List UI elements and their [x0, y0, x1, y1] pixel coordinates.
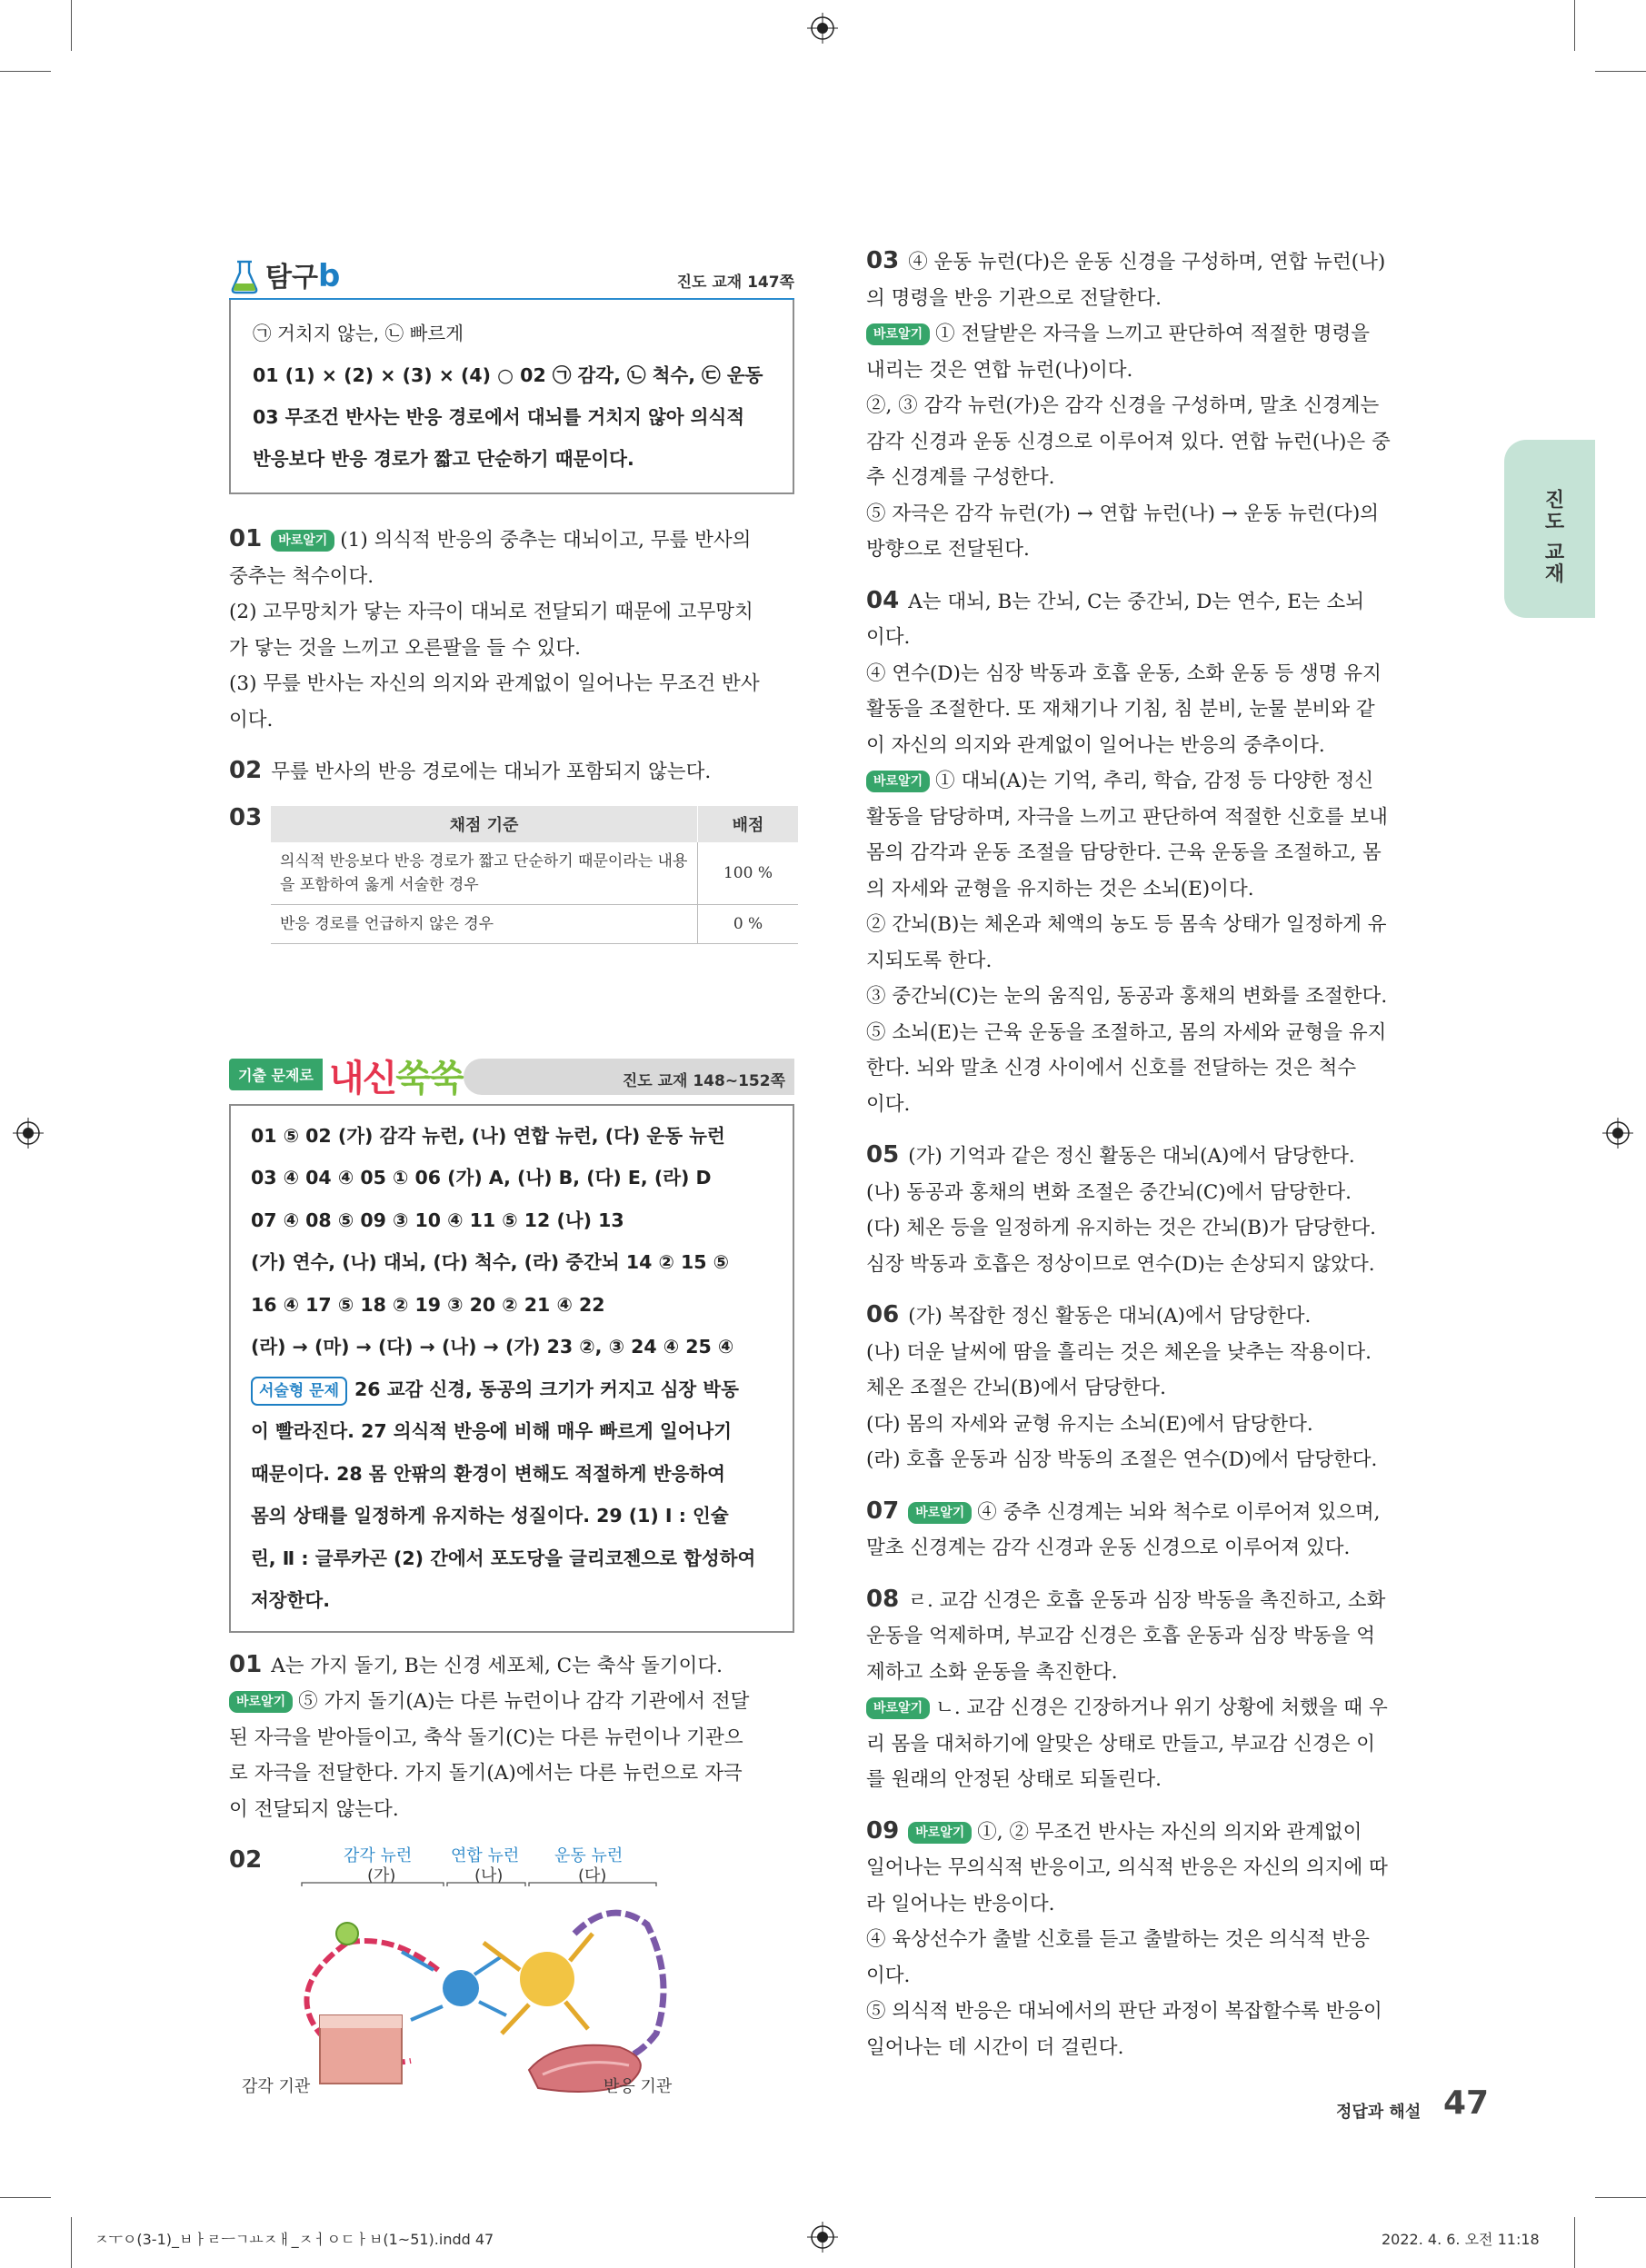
- essay-tag: 서술형 문제: [251, 1377, 347, 1406]
- answer-line: (1) 의식적 반응의 중추는 대뇌이고, 무릎 반사의: [340, 529, 752, 552]
- correction-badge: 바로알기: [866, 323, 930, 345]
- answer-line: ㄴ. 교감 신경은 긴장하거나 위기 상황에 처했을 때 우: [935, 1696, 1388, 1719]
- tamgu-title-text: 탐구: [265, 262, 318, 293]
- crop-mark: [1574, 0, 1575, 51]
- answer-line: 라 일어나는 반응이다.: [866, 1892, 1055, 1915]
- label-association-neuron: 연합 뉴런: [451, 1846, 520, 1865]
- label-sensory-neuron: 감각 뉴런: [344, 1846, 413, 1865]
- answer-line: 몸의 상태를 일정하게 유지하는 성질이다. 29 (1) Ⅰ : 인슐: [251, 1505, 729, 1527]
- crop-mark: [71, 2217, 72, 2268]
- correction-badge: 바로알기: [908, 1822, 972, 1844]
- answer-line: 내리는 것은 연합 뉴런(나)이다.: [866, 358, 1133, 382]
- answer-line: ② 간뇌(B)는 체온과 체액의 농도 등 몸속 상태가 일정하게 유: [866, 913, 1387, 936]
- answer-line: (가) 복잡한 정신 활동은 대뇌(A)에서 담당한다.: [908, 1305, 1312, 1328]
- scoring-table: [271, 806, 798, 944]
- answer-line: ④ 연수(D)는 심장 박동과 호흡 운동, 소화 운동 등 생명 유지: [866, 662, 1382, 685]
- answer-line: (나) 더운 날씨에 땀을 흘리는 것은 체온을 낮추는 작용이다.: [866, 1340, 1372, 1364]
- answer-line: 린, Ⅱ : 글루카곤 (2) 간에서 포도당을 글리코젠으로 합성하여: [251, 1547, 756, 1569]
- tamgu-title-badge: b: [317, 258, 341, 294]
- right-q03: [866, 244, 1435, 568]
- tamgu-line: 01 (1) × (2) × (3) × (4) ○ 02 ㉠ 감각, ㉡ 척수, ㉢ 운동: [253, 364, 763, 386]
- answer-line: 이다.: [866, 626, 911, 649]
- tamgu-title: [265, 254, 340, 294]
- answer-line: 리 몸을 대처하기에 알맞은 상태로 만들고, 부교감 신경은 이: [866, 1732, 1375, 1756]
- table-header-criteria: 채점 기준: [271, 806, 698, 842]
- answer-line: ① 대뇌(A)는 기억, 추리, 학습, 감정 등 다양한 정신: [935, 770, 1374, 792]
- answer-line: 이다.: [229, 708, 274, 731]
- label-effector: 반응 기관: [604, 2077, 673, 2096]
- crop-mark: [1574, 2217, 1575, 2268]
- table-cell-criteria: 반응 경로를 언급하지 않은 경우: [271, 904, 698, 943]
- answer-line: 말초 신경계는 감각 신경과 운동 신경으로 이루어져 있다.: [866, 1537, 1351, 1559]
- crop-mark: [1595, 71, 1646, 72]
- right-q05: [866, 1138, 1435, 1282]
- table-header-points: 배점: [698, 806, 799, 842]
- answer-line: 일어나는 무의식적 반응이고, 의식적 반응은 자신의 의지에 따: [866, 1856, 1388, 1879]
- answer-line: ⑤ 의식적 반응은 대뇌에서의 판단 과정이 복잡할수록 반응이: [866, 2000, 1382, 2023]
- correction-badge: 바로알기: [271, 530, 334, 552]
- question-number: 08: [866, 1585, 900, 1613]
- answer-line: (나) 동공과 홍채의 변화 조절은 중간뇌(C)에서 담당한다.: [866, 1180, 1352, 1204]
- right-q06: [866, 1298, 1435, 1478]
- tamgu-line: 반응보다 반응 경로가 짧고 단순하기 때문이다.: [253, 448, 634, 470]
- answer-line: 일어나는 데 시간이 더 걸린다.: [866, 2035, 1124, 2059]
- question-number: 03: [229, 803, 263, 831]
- table-row: [271, 842, 798, 905]
- registration-mark-icon: [807, 13, 838, 44]
- answer-line: 운동을 억제하며, 부교감 신경은 호흡 운동과 심장 박동을 억: [866, 1625, 1375, 1647]
- answer-line: 를 원래의 안정된 상태로 되돌린다.: [866, 1768, 1162, 1791]
- label-motor-neuron: 운동 뉴런: [554, 1846, 623, 1865]
- correction-badge: 바로알기: [866, 771, 930, 792]
- crop-mark: [0, 2197, 51, 2198]
- tamgu-q03: [229, 803, 794, 942]
- correction-badge: 바로알기: [908, 1502, 972, 1524]
- question-number: 02: [229, 1846, 263, 1874]
- neuron-illustration: [229, 1843, 794, 2097]
- answer-line: 07 ④ 08 ⑤ 09 ③ 10 ④ 11 ⑤ 12 (나) 13: [251, 1209, 624, 1231]
- page-footer-section: 정답과 해설: [1336, 2103, 1422, 2122]
- correction-badge: 바로알기: [866, 1697, 930, 1719]
- question-number: 04: [866, 586, 900, 614]
- label-da: (다): [578, 1866, 607, 1885]
- right-q09: [866, 1814, 1435, 2066]
- question-number: 03: [866, 247, 900, 274]
- answer-line: A는 대뇌, B는 간뇌, C는 중간뇌, D는 연수, E는 소뇌: [908, 590, 1365, 613]
- page-number: 47: [1443, 2084, 1490, 2122]
- right-q04: [866, 583, 1435, 1123]
- answer-line: 활동을 조절한다. 또 재채기나 기침, 침 분비, 눈물 분비와 같: [866, 698, 1375, 721]
- answer-line: 01 ⑤ 02 (가) 감각 뉴런, (나) 연합 뉴런, (다) 운동 뉴런: [251, 1124, 725, 1147]
- answer-line: (가) 연수, (나) 대뇌, (다) 척수, (라) 중간뇌 14 ② 15 ⑤: [251, 1251, 730, 1273]
- right-column: [866, 244, 1435, 2081]
- right-q08: [866, 1582, 1435, 1798]
- question-number: 05: [866, 1141, 900, 1169]
- answer-line: 이 전달되지 않는다.: [229, 1797, 399, 1821]
- question-number: 02: [229, 757, 263, 784]
- answer-line: ①, ② 무조건 반사는 자신의 의지와 관계없이: [977, 1820, 1362, 1844]
- registration-mark-icon: [13, 1118, 44, 1149]
- answer-line: 된 자극을 받아들이고, 축삭 돌기(C)는 다른 뉴런이나 기관으: [229, 1726, 743, 1749]
- answer-line: 26 교감 신경, 동공의 크기가 커지고 심장 박동: [354, 1378, 739, 1400]
- answer-line: 방향으로 전달된다.: [866, 538, 1030, 561]
- answer-line: 로 자극을 전달한다. 가지 돌기(A)에서는 다른 뉴런으로 자극: [229, 1762, 743, 1785]
- answer-line: ⑤ 소뇌(E)는 근육 운동을 조절하고, 몸의 자세와 균형을 유지: [866, 1020, 1387, 1044]
- answer-line: ⑤ 가지 돌기(A)는 다른 뉴런이나 감각 기관에서 전달: [298, 1690, 750, 1713]
- answer-line: 제하고 소화 운동을 촉진한다.: [866, 1660, 1118, 1684]
- tamgu-line: 03 무조건 반사는 반응 경로에서 대뇌를 거치지 않아 의식적: [253, 406, 745, 428]
- answer-line: 이 자신의 의지와 관계없이 일어나는 반응의 중추이다.: [866, 733, 1325, 757]
- answer-line: 때문이다. 28 몸 안팎의 환경이 변해도 적절하게 반응하여: [251, 1462, 725, 1485]
- question-number: 06: [866, 1301, 900, 1328]
- tamgu-q02: [229, 753, 794, 791]
- tamgu-header: [229, 254, 794, 300]
- label-na: (나): [474, 1866, 504, 1885]
- left-column: [229, 254, 794, 2097]
- answer-line: ③ 중간뇌(C)는 눈의 움직임, 동공과 홍채의 변화를 조절한다.: [866, 985, 1388, 1008]
- answer-line: (가) 기억과 같은 정신 활동은 대뇌(A)에서 담당한다.: [908, 1145, 1355, 1168]
- answer-line: ④ 중추 신경계는 뇌와 척수로 이루어져 있으며,: [977, 1500, 1381, 1524]
- answer-line: 저장한다.: [251, 1589, 330, 1611]
- answer-line: 03 ④ 04 ④ 05 ① 06 (가) A, (나) B, (다) E, (라) D: [251, 1167, 712, 1189]
- side-tab: [1504, 440, 1595, 618]
- tamgu-answer-box: [229, 300, 794, 494]
- naesin-tag: 기출 문제로: [229, 1059, 323, 1090]
- answer-line: 몸의 감각과 운동 조절을 담당한다. 근육 운동을 조절하고, 몸: [866, 841, 1382, 864]
- answer-line: 심장 박동과 호흡은 정상이므로 연수(D)는 손상되지 않았다.: [866, 1252, 1375, 1276]
- answer-line: (다) 체온 등을 일정하게 유지하는 것은 간뇌(B)가 담당한다.: [866, 1217, 1376, 1239]
- answer-line: 의 명령을 반응 기관으로 전달한다.: [866, 286, 1162, 310]
- label-ga: (가): [367, 1866, 396, 1885]
- answer-line: (2) 고무망치가 닿는 자극이 대뇌로 전달되기 때문에 고무망치: [229, 601, 753, 623]
- registration-mark-icon: [807, 2222, 838, 2253]
- answer-line: 추 신경계를 구성한다.: [866, 466, 1055, 489]
- question-number: 01: [229, 1650, 263, 1678]
- tamgu-line: ㉠ 거치지 않는, ㉡ 빠르게: [253, 323, 464, 344]
- answer-line: ⑤ 자극은 감각 뉴런(가) → 연합 뉴런(나) → 운동 뉴런(다)의: [866, 502, 1379, 525]
- naesin-q01: [229, 1647, 794, 1828]
- answer-line: (다) 몸의 자세와 균형 유지는 소뇌(E)에서 담당한다.: [866, 1412, 1313, 1436]
- crop-mark: [1595, 2197, 1646, 2198]
- answer-line: ②, ③ 감각 뉴런(가)은 감각 신경을 구성하며, 말초 신경계는: [866, 394, 1380, 417]
- correction-badge: 바로알기: [229, 1691, 293, 1713]
- naesin-ref: 진도 교재 148~152쪽: [622, 1071, 785, 1090]
- question-number: 07: [866, 1497, 900, 1525]
- naesin-title-a: 내신: [329, 1057, 396, 1099]
- answer-line: 무릎 반사의 반응 경로에는 대뇌가 포함되지 않는다.: [271, 761, 712, 783]
- tamgu-ref: 진도 교재 147쪽: [676, 274, 794, 292]
- answer-line: (라) 호흡 운동과 심장 박동의 조절은 연수(D)에서 담당한다.: [866, 1448, 1378, 1471]
- answer-line: 한다. 뇌와 말초 신경 사이에서 신호를 전달하는 것은 척수: [866, 1057, 1357, 1079]
- answer-line: 이 빨라진다. 27 의식적 반응에 비해 매우 빠르게 일어나기: [251, 1420, 733, 1442]
- neuron-diagram: [229, 1843, 794, 2097]
- answer-line: 16 ④ 17 ⑤ 18 ② 19 ③ 20 ② 21 ④ 22: [251, 1293, 605, 1316]
- answer-line: A는 가지 돌기, B는 신경 세포체, C는 축삭 돌기이다.: [271, 1654, 723, 1677]
- answer-line: 지되도록 한다.: [866, 949, 993, 972]
- table-cell-points: 100 %: [698, 842, 799, 905]
- answer-line: ④ 운동 뉴런(다)은 운동 신경을 구성하며, 연합 뉴런(나): [908, 251, 1386, 274]
- crop-mark: [71, 0, 72, 51]
- answer-line: 중추는 척수이다.: [229, 564, 374, 588]
- table-cell-points: 0 %: [698, 904, 799, 943]
- crop-mark: [0, 71, 51, 72]
- answer-line: (3) 무릎 반사는 자신의 의지와 관계없이 일어나는 무조건 반사: [229, 672, 760, 695]
- question-number: 09: [866, 1816, 900, 1845]
- registration-mark-icon: [1602, 1118, 1633, 1149]
- print-date: 2022. 4. 6. 오전 11:18: [1382, 2231, 1540, 2248]
- answer-line: 활동을 담당하며, 자극을 느끼고 판단하여 적절한 신호를 보내: [866, 805, 1388, 829]
- tamgu-q01: [229, 522, 794, 738]
- answer-line: 가 닿는 것을 느끼고 오른팔을 들 수 있다.: [229, 636, 581, 660]
- right-q07: [866, 1494, 1435, 1567]
- question-number: 01: [229, 525, 263, 552]
- answer-line: (라) → (마) → (다) → (나) → (가) 23 ②, ③ 24 ④ 25 ④: [251, 1336, 734, 1358]
- table-cell-criteria: 의식적 반응보다 반응 경로가 짧고 단순하기 때문이라는 내용을 포함하여 옳게 서술한 경우: [271, 842, 698, 905]
- table-row: [271, 904, 798, 943]
- answer-line: ㄹ. 교감 신경은 호흡 운동과 심장 박동을 촉진하고, 소화: [908, 1588, 1386, 1612]
- answer-line: 이다.: [866, 1964, 911, 1987]
- naesin-title: [329, 1049, 463, 1101]
- label-sense-organ: 감각 기관: [242, 2077, 311, 2096]
- answer-line: 이다.: [866, 1092, 911, 1116]
- answer-line: ① 전달받은 자극을 느끼고 판단하여 적절한 명령을: [935, 323, 1370, 345]
- answer-line: 감각 신경과 운동 신경으로 이루어져 있다. 연합 뉴런(나)은 중: [866, 430, 1391, 453]
- naesin-header: [229, 1053, 794, 1104]
- file-info: ㅈㅜㅇ(3-1)_ㅂㅏㄹㅡㄱㅛㅈㅐ_ㅈㅓㅇㄷㅏㅂ(1~51).indd 47: [95, 2231, 494, 2248]
- side-tab-label: 진도 교재: [1541, 489, 1564, 585]
- flask-icon: [229, 258, 260, 294]
- answer-line: ④ 육상선수가 출발 신호를 듣고 출발하는 것은 의식적 반응: [866, 1928, 1370, 1951]
- answer-line: 의 자세와 균형을 유지하는 것은 소뇌(E)이다.: [866, 877, 1254, 900]
- naesin-title-b: 쑥쑥: [395, 1057, 463, 1099]
- naesin-answer-box: [229, 1104, 794, 1633]
- answer-line: 체온 조절은 간뇌(B)에서 담당한다.: [866, 1377, 1166, 1399]
